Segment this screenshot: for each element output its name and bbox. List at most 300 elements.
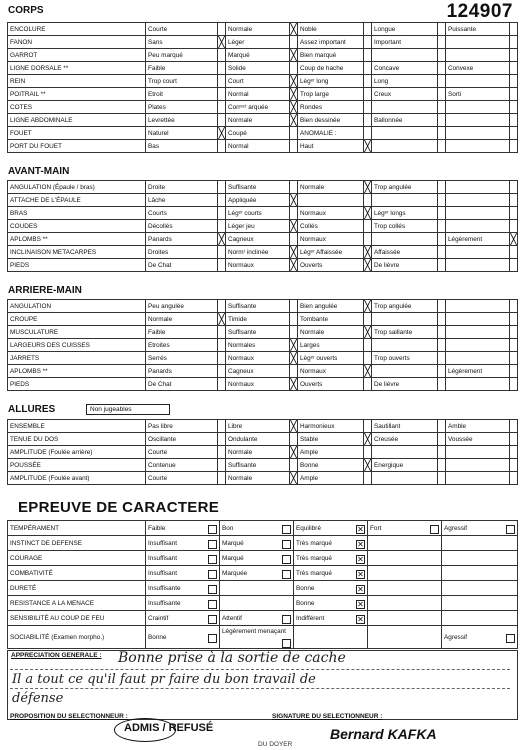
check-cell[interactable] — [290, 365, 298, 378]
row-label: FOUET — [8, 127, 146, 140]
option-label: Trop angulée — [372, 300, 438, 313]
check-cell[interactable] — [218, 352, 226, 365]
check-cell[interactable]: ╳ — [290, 445, 297, 459]
check-cell[interactable]: ╳ — [290, 22, 297, 36]
check-cell[interactable]: ╳ — [218, 232, 225, 246]
check-cell[interactable] — [510, 246, 518, 259]
check-cell[interactable] — [290, 207, 298, 220]
option-label: Normale — [226, 446, 290, 459]
table-row — [8, 114, 518, 127]
option-label: Bien dessinée — [298, 114, 364, 127]
option-label: Faible — [146, 62, 218, 75]
check-cell[interactable] — [510, 101, 518, 114]
option-label: Marquée — [222, 569, 248, 577]
option-label: Droite — [146, 181, 218, 194]
check-cell[interactable] — [438, 233, 446, 246]
check-cell[interactable] — [218, 207, 226, 220]
check-cell[interactable]: ╳ — [290, 419, 297, 433]
check-cell[interactable] — [218, 114, 226, 127]
check-cell[interactable] — [510, 472, 518, 485]
option-cell — [442, 566, 518, 581]
option-label: Collés — [298, 220, 364, 233]
check-cell[interactable] — [438, 339, 446, 352]
option-cell[interactable] — [294, 581, 368, 596]
table-row — [8, 233, 518, 246]
check-cell[interactable] — [218, 246, 226, 259]
table-row — [8, 420, 518, 433]
option-cell[interactable] — [294, 611, 368, 626]
check-cell[interactable] — [438, 326, 446, 339]
check-cell[interactable] — [438, 220, 446, 233]
check-cell[interactable] — [510, 75, 518, 88]
row-label: INCLINAISON METACARPES — [8, 246, 146, 259]
row-label: PIEDS — [8, 378, 146, 391]
check-cell[interactable] — [364, 23, 372, 36]
check-cell[interactable] — [438, 88, 446, 101]
option-label: Cagneux — [226, 365, 290, 378]
option-label: Normale — [226, 114, 290, 127]
option-label: ANOMALIE : — [298, 127, 364, 140]
check-cell[interactable] — [438, 259, 446, 272]
check-cell[interactable] — [510, 313, 518, 326]
option-cell[interactable] — [146, 566, 220, 581]
table-row — [8, 313, 518, 326]
option-label — [446, 127, 510, 140]
check-cell[interactable] — [438, 140, 446, 153]
check-cell[interactable] — [218, 101, 226, 114]
option-label: Légᵉʳ courts — [226, 207, 290, 220]
checkbox[interactable]: ✕ — [357, 539, 364, 549]
option-cell[interactable] — [220, 626, 294, 649]
check-cell[interactable] — [510, 62, 518, 75]
option-cell — [368, 626, 442, 649]
check-cell[interactable]: ╳ — [290, 113, 297, 127]
check-cell[interactable] — [438, 49, 446, 62]
check-cell[interactable] — [438, 446, 446, 459]
checkbox[interactable]: ✕ — [357, 569, 364, 579]
check-cell[interactable] — [218, 194, 226, 207]
row-label: PORT DU FOUET — [8, 140, 146, 153]
check-cell[interactable] — [510, 194, 518, 207]
checkbox[interactable] — [506, 634, 515, 643]
option-label: Tombante — [298, 313, 364, 326]
option-label: Bonne — [296, 599, 315, 607]
option-cell[interactable] — [220, 521, 294, 536]
check-cell[interactable]: ╳ — [364, 299, 371, 313]
check-cell[interactable] — [218, 378, 226, 391]
check-cell[interactable]: ╳ — [290, 100, 297, 114]
check-cell[interactable] — [364, 378, 372, 391]
checkbox[interactable] — [282, 525, 291, 534]
table-row — [8, 246, 518, 259]
option-cell[interactable] — [220, 551, 294, 566]
check-cell[interactable] — [510, 88, 518, 101]
check-cell[interactable] — [364, 127, 372, 140]
option-label: Suffisante — [226, 181, 290, 194]
option-cell[interactable] — [294, 551, 368, 566]
check-cell[interactable] — [438, 300, 446, 313]
check-cell[interactable] — [438, 101, 446, 114]
option-cell[interactable] — [220, 566, 294, 581]
option-cell[interactable] — [146, 611, 220, 626]
check-cell[interactable]: ╳ — [364, 245, 371, 259]
option-label — [446, 181, 510, 194]
table-row — [8, 446, 518, 459]
check-cell[interactable] — [364, 114, 372, 127]
row-label: JARRETS — [8, 352, 146, 365]
check-cell[interactable] — [438, 75, 446, 88]
option-label: Bon — [222, 524, 234, 532]
option-cell[interactable] — [368, 521, 442, 536]
checkbox[interactable] — [506, 525, 515, 534]
option-cell[interactable] — [294, 566, 368, 581]
check-cell[interactable] — [364, 75, 372, 88]
option-label: Trop collés — [372, 220, 438, 233]
option-label: Ouverts — [298, 259, 364, 272]
checkbox[interactable] — [208, 585, 217, 594]
check-cell[interactable] — [218, 23, 226, 36]
appreciation-rule — [10, 688, 510, 689]
checkbox[interactable] — [430, 525, 439, 534]
option-label: Très marqué — [296, 539, 332, 547]
option-label — [446, 140, 510, 153]
check-cell[interactable] — [438, 313, 446, 326]
check-cell[interactable] — [218, 459, 226, 472]
check-cell[interactable] — [364, 101, 372, 114]
check-cell[interactable] — [510, 446, 518, 459]
check-cell[interactable] — [510, 433, 518, 446]
table-row — [8, 220, 518, 233]
check-cell[interactable] — [438, 181, 446, 194]
option-label: Voussée — [446, 433, 510, 446]
option-cell[interactable] — [146, 521, 220, 536]
check-cell[interactable] — [218, 62, 226, 75]
option-cell — [442, 551, 518, 566]
check-cell[interactable] — [218, 365, 226, 378]
table-row — [8, 365, 518, 378]
check-cell[interactable]: ╳ — [290, 258, 297, 272]
option-cell[interactable] — [294, 521, 368, 536]
option-label — [446, 352, 510, 365]
option-cell — [220, 581, 294, 596]
check-cell[interactable]: ╳ — [290, 87, 297, 101]
option-label: Légèrement menaçant — [222, 628, 286, 635]
option-cell[interactable] — [294, 596, 368, 611]
allures-table — [7, 419, 518, 485]
table-row — [8, 140, 518, 153]
check-cell[interactable] — [510, 420, 518, 433]
check-cell[interactable] — [218, 420, 226, 433]
check-cell[interactable] — [438, 127, 446, 140]
document-number: 124907 — [446, 1, 513, 22]
option-label: Assez important — [298, 36, 364, 49]
option-label: Léger — [226, 36, 290, 49]
option-label: Ballonnée — [372, 114, 438, 127]
checkbox[interactable]: ✕ — [357, 599, 364, 609]
check-cell[interactable] — [510, 352, 518, 365]
check-cell[interactable]: ╳ — [290, 219, 297, 233]
check-cell[interactable] — [290, 233, 298, 246]
check-cell[interactable] — [510, 114, 518, 127]
check-cell[interactable]: ╳ — [364, 258, 371, 272]
option-label: Naturel — [146, 127, 218, 140]
appreciation-rule — [10, 669, 510, 670]
check-cell[interactable] — [510, 300, 518, 313]
row-label: SENSIBILITÉ AU COUP DE FEU — [8, 611, 146, 626]
appreciation-line1: Bonne prise à la sortie de cache — [118, 650, 346, 666]
option-label — [446, 326, 510, 339]
option-label: Léger jeu — [226, 220, 290, 233]
option-label: Solide — [226, 62, 290, 75]
check-cell[interactable] — [364, 36, 372, 49]
row-label: APLOMBS ** — [8, 233, 146, 246]
option-label: Marqué — [222, 539, 244, 547]
check-cell[interactable] — [218, 300, 226, 313]
checkbox[interactable] — [208, 634, 217, 643]
check-cell[interactable] — [438, 36, 446, 49]
option-label — [446, 246, 510, 259]
checkbox[interactable] — [282, 540, 291, 549]
option-label: Contenue — [146, 459, 218, 472]
check-cell[interactable] — [364, 446, 372, 459]
check-cell[interactable] — [364, 313, 372, 326]
option-cell[interactable] — [220, 611, 294, 626]
check-cell[interactable] — [438, 194, 446, 207]
check-cell[interactable] — [510, 49, 518, 62]
check-cell[interactable] — [218, 472, 226, 485]
check-cell[interactable] — [218, 140, 226, 153]
check-cell[interactable] — [364, 62, 372, 75]
check-cell[interactable] — [364, 88, 372, 101]
option-label — [446, 378, 510, 391]
check-cell[interactable] — [438, 378, 446, 391]
bottom-fragment: DU DOYER — [258, 741, 293, 748]
check-cell[interactable] — [290, 127, 298, 140]
check-cell[interactable] — [218, 339, 226, 352]
non-jugeables-box[interactable] — [86, 404, 170, 415]
check-cell[interactable]: ╳ — [290, 74, 297, 88]
check-cell[interactable] — [218, 220, 226, 233]
check-cell[interactable]: ╳ — [290, 471, 297, 485]
check-cell[interactable] — [438, 433, 446, 446]
option-label: Courte — [146, 472, 218, 485]
check-cell[interactable] — [364, 472, 372, 485]
table-row — [8, 626, 518, 649]
check-cell[interactable] — [364, 220, 372, 233]
checkbox[interactable]: ✕ — [357, 524, 364, 534]
table-row — [8, 611, 518, 626]
row-label: TEMPÉRAMENT — [8, 521, 146, 536]
row-label: FANON — [8, 36, 146, 49]
option-cell[interactable] — [146, 596, 220, 611]
check-cell[interactable] — [438, 420, 446, 433]
option-label: Peu angulée — [146, 300, 218, 313]
checkbox[interactable] — [282, 555, 291, 564]
option-label: Stable — [298, 433, 364, 446]
check-cell[interactable] — [510, 23, 518, 36]
check-cell[interactable] — [218, 446, 226, 459]
option-cell[interactable] — [442, 521, 518, 536]
checkbox[interactable]: ✕ — [357, 614, 364, 624]
option-label: Insuffisante — [148, 584, 181, 592]
option-label: Panards — [146, 365, 218, 378]
check-cell[interactable] — [510, 378, 518, 391]
check-cell[interactable] — [364, 420, 372, 433]
checkbox[interactable] — [208, 525, 217, 534]
checkbox[interactable] — [208, 555, 217, 564]
check-cell[interactable] — [290, 140, 298, 153]
option-label: Noble — [298, 23, 364, 36]
check-cell[interactable]: ╳ — [364, 432, 371, 446]
check-cell[interactable]: ╳ — [364, 325, 371, 339]
check-cell[interactable] — [438, 459, 446, 472]
check-cell[interactable] — [290, 313, 298, 326]
option-label: Indifférent — [296, 614, 325, 622]
check-cell[interactable] — [510, 259, 518, 272]
option-cell[interactable] — [146, 536, 220, 551]
checkbox[interactable] — [208, 600, 217, 609]
option-cell[interactable] — [442, 626, 518, 649]
option-label: Normales — [226, 339, 290, 352]
checkbox[interactable] — [282, 639, 291, 648]
check-cell[interactable] — [290, 62, 298, 75]
check-cell[interactable]: ╳ — [364, 364, 371, 378]
checkbox[interactable]: ✕ — [357, 554, 364, 564]
table-row — [8, 581, 518, 596]
check-cell[interactable] — [438, 472, 446, 485]
check-cell[interactable]: ╳ — [290, 351, 297, 365]
check-cell[interactable] — [364, 233, 372, 246]
checkbox[interactable] — [282, 615, 291, 624]
check-cell[interactable] — [510, 36, 518, 49]
check-cell[interactable] — [438, 114, 446, 127]
option-label: Agressif — [444, 633, 468, 641]
option-cell — [442, 596, 518, 611]
table-row — [8, 49, 518, 62]
check-cell[interactable] — [218, 88, 226, 101]
check-cell[interactable]: ╳ — [290, 338, 297, 352]
check-cell[interactable] — [290, 181, 298, 194]
check-cell[interactable] — [510, 459, 518, 472]
check-cell[interactable] — [438, 207, 446, 220]
check-cell[interactable] — [218, 326, 226, 339]
check-cell[interactable] — [510, 339, 518, 352]
option-label: Normᵗ inclinée — [226, 246, 290, 259]
option-label: Long — [372, 75, 438, 88]
option-label: Courts — [146, 207, 218, 220]
check-cell[interactable] — [510, 220, 518, 233]
checkbox[interactable] — [208, 540, 217, 549]
option-label: Sans — [146, 36, 218, 49]
check-cell[interactable]: ╳ — [510, 232, 517, 246]
check-cell[interactable] — [438, 23, 446, 36]
check-cell[interactable]: ╳ — [290, 245, 297, 259]
check-cell[interactable]: ╳ — [290, 193, 297, 207]
option-label: Longue — [372, 23, 438, 36]
check-cell[interactable] — [438, 352, 446, 365]
option-label: Amble — [446, 420, 510, 433]
checkbox[interactable] — [282, 570, 291, 579]
check-cell[interactable] — [290, 326, 298, 339]
admis-refuse-choice[interactable]: ADMIS / REFUSÉ — [124, 722, 214, 734]
checkbox[interactable]: ✕ — [357, 584, 364, 594]
check-cell[interactable] — [510, 207, 518, 220]
option-label — [446, 114, 510, 127]
option-cell — [442, 611, 518, 626]
check-cell[interactable]: ╳ — [364, 180, 371, 194]
row-label: COURAGE — [8, 551, 146, 566]
check-cell[interactable]: ╳ — [218, 35, 225, 49]
option-label — [372, 365, 438, 378]
option-label: Concave — [372, 62, 438, 75]
check-cell[interactable] — [438, 365, 446, 378]
option-cell[interactable] — [146, 551, 220, 566]
check-cell[interactable]: ╳ — [364, 458, 371, 472]
check-cell[interactable]: ╳ — [364, 139, 371, 153]
check-cell[interactable] — [510, 181, 518, 194]
option-cell[interactable] — [294, 536, 368, 551]
option-label: Lâche — [146, 194, 218, 207]
option-label: Droites — [146, 246, 218, 259]
avant-main-table — [7, 180, 518, 272]
check-cell[interactable] — [510, 365, 518, 378]
row-label: GARROT — [8, 49, 146, 62]
option-label: Harmonieux — [298, 420, 364, 433]
check-cell[interactable] — [290, 459, 298, 472]
check-cell[interactable] — [218, 49, 226, 62]
check-cell[interactable] — [290, 433, 298, 446]
check-cell[interactable] — [364, 49, 372, 62]
option-cell — [368, 536, 442, 551]
option-label: Bien angulée — [298, 300, 364, 313]
check-cell[interactable] — [510, 326, 518, 339]
check-cell[interactable] — [218, 181, 226, 194]
option-label: Normaux — [298, 233, 364, 246]
check-cell[interactable] — [218, 433, 226, 446]
check-cell[interactable]: ╳ — [290, 377, 297, 391]
option-label: Creusée — [372, 433, 438, 446]
checkbox[interactable] — [208, 570, 217, 579]
option-label: Haut — [298, 140, 364, 153]
check-cell[interactable] — [510, 140, 518, 153]
option-label: Suffisante — [226, 459, 290, 472]
check-cell[interactable] — [218, 259, 226, 272]
option-cell — [294, 626, 368, 649]
check-cell[interactable] — [438, 246, 446, 259]
option-label: Panards — [146, 233, 218, 246]
check-cell[interactable] — [438, 62, 446, 75]
option-cell — [368, 596, 442, 611]
check-cell[interactable]: ╳ — [290, 48, 297, 62]
option-label: Pas libre — [146, 420, 218, 433]
check-cell[interactable]: ╳ — [218, 126, 225, 140]
check-cell[interactable] — [364, 339, 372, 352]
option-cell[interactable] — [146, 626, 220, 649]
check-cell[interactable] — [510, 127, 518, 140]
check-cell[interactable]: ╳ — [218, 312, 225, 326]
check-cell[interactable] — [364, 194, 372, 207]
option-cell[interactable] — [220, 536, 294, 551]
option-label — [298, 194, 364, 207]
check-cell[interactable] — [218, 75, 226, 88]
option-label — [446, 339, 510, 352]
check-cell[interactable]: ╳ — [364, 206, 371, 220]
check-cell[interactable] — [364, 352, 372, 365]
option-cell[interactable] — [146, 581, 220, 596]
check-cell[interactable] — [290, 36, 298, 49]
checkbox[interactable] — [208, 615, 217, 624]
check-cell[interactable] — [290, 300, 298, 313]
